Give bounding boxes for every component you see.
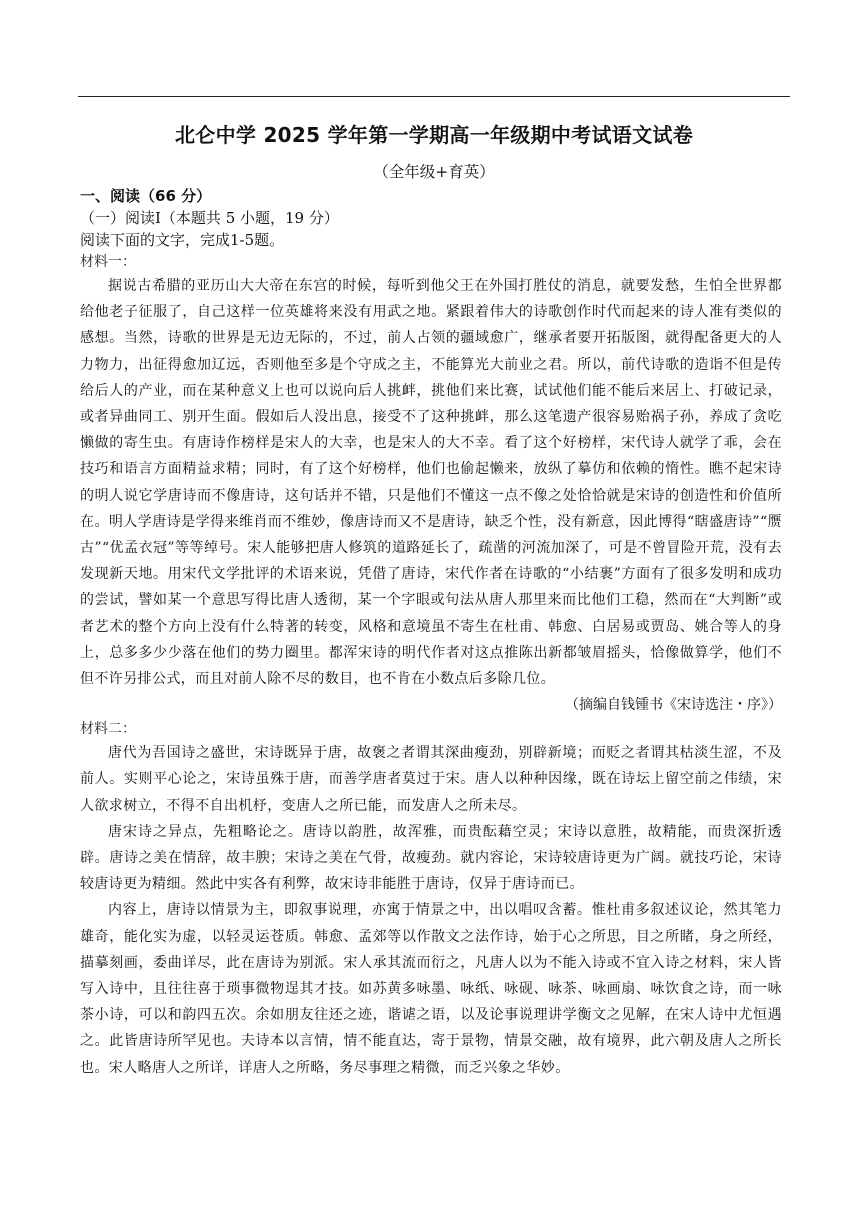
material-2-label: 材料二： [80, 721, 136, 738]
material-1-label: 材料一： [80, 254, 136, 270]
material-2-paragraph: 唐代为吾国诗之盛世，宋诗既异于唐，故褒之者谓其深曲瘦劲，别辟新境；而贬之者谓其枯淡生涩，不及前人。实则平心论之，宋诗虽殊于唐，而善学唐者莫过于宋。唐人以种种因缘，既在诗坛上留空前之伟绩，宋人欲求树立，不得不自出机杼，变唐人之所已能，而发唐人之所未尽。 [80, 745, 782, 814]
exam-title: 北仑中学 2025 学年第一学期高一年级期中考试语文试卷 [175, 123, 693, 147]
header-rule [78, 96, 790, 97]
material-1-source: （摘编自钱锺书《宋诗选注・序》） [565, 697, 782, 714]
reading-instruction: 阅读下面的文字，完成1-5题。 [80, 231, 285, 249]
material-1-paragraph: 据说古希腊的亚历山大大帝在东宫的时候，每听到他父王在外国打胜仗的消息，就要发愁，生怕全世界都给他老子征服了，自己这样一位英雄将来没有用武之地。紧跟着伟大的诗歌创作时代而起来的诗人准有类似的感想。当然，诗歌的世界是无边无际的，不过，前人占领的疆域愈广，继承者要开拓版图，就得配备更大的人力物力，出征得愈加辽远，否则他至多是个守成之主，不能算光大前业之君。所以，前代诗歌的造诣不但是传给后人的产业，而在某种意义上也可以说向后人挑衅，挑他们来比赛，试试他们能不能后来居上、打破记录，或者异曲同工、别开生面。假如后人没出息，接受不了这种挑衅，那么这笔遗产很容易贻祸子孙，养成了贪吃懒做的寄生虫。有唐诗作榜样是宋人的大幸，也是宋人的大不幸。看了这个好榜样，宋代诗人就学了乖，会在技巧和语言方面精益求精；同时，有了这个好榜样，他们也偷起懒来，放纵了摹仿和依赖的惰性。瞧不起宋诗的明人说它学唐诗而不像唐诗，这句话并不错，只是他们不懂这一点不像之处恰恰就是宋诗的创造性和价值所在。明人学唐诗是学得来维肖而不维妙，像唐诗而又不是唐诗，缺乏个性，没有新意，因此博得“瞎盛唐诗”“赝古”“优孟衣冠”等等绰号。宋人能够把唐人修筑的道路延长了，疏凿的河流加深了，可是不曾冒险开荒，没有去发现新天地。用宋代文学批评的术语来说，凭借了唐诗，宋代作者在诗歌的“小结裹”方面有了很多发明和成功的尝试，譬如某一个意思写得比唐人透彻，某一个字眼或句法从唐人那里来而比他们工稳，然而在“大判断”或者艺术的整个方向上没有什么特著的转变，风格和意境虽不寄生在杜甫、韩愈、白居易或贾岛、姚合等人的身上，总多多少少落在他们的势力圈里。都浑宋诗的明代作者对这点推陈出新都皱眉摇头，恰像做算学，他们不但不许另排公式，而且对前人除不尽的数目，也不肯在小数点后多除几位。 [80, 278, 782, 688]
exam-subtitle: （全年级+育英） [373, 163, 495, 181]
exam-content [80, 185, 782, 1081]
material-2-paragraph: 唐宋诗之异点，先粗略论之。唐诗以韵胜，故浑雅，而贵酝藉空灵；宋诗以意胜，故精能，而贵深折透辟。唐诗之美在情辞，故丰腴；宋诗之美在气骨，故瘦劲。就内容论，宋诗较唐诗更为广阔。就技巧论，宋诗较唐诗更为精细。然此中实各有利弊，故宋诗非能胜于唐诗，仅异于唐诗而已。 [80, 823, 782, 893]
subsection-title: （一）阅读Ⅰ（本题共 5 小题，19 分） [80, 209, 339, 227]
section-title: 一、阅读（66 分） [80, 187, 212, 205]
material-2-paragraph: 内容上，唐诗以情景为主，即叙事说理，亦寓于情景之中，出以唱叹含蓄。惟杜甫多叙述议论，然其笔力雄奇，能化实为虚，以轻灵运苍质。韩愈、孟郊等以作散文之法作诗，始于心之所思，目之所睹，身之所经，描摹刻画，委曲详尽，此在唐诗为别派。宋人承其流而衍之，凡唐人以为不能入诗或不宜入诗之材料，宋人皆写入诗中，且往往喜于琐事微物逞其才技。如苏黄多咏墨、咏纸、咏砚、咏茶、咏画扇、咏饮食之诗，而一咏茶小诗，可以和韵四五次。余如朋友往还之迹，谐谑之语，以及论事说理讲学衡文之见解，在宋人诗中尤恒遇之。此皆唐诗所罕见也。夫诗本以言情，情不能直达，寄于景物，情景交融，故有境界，此六朝及唐人之所长也。宋人略唐人之所详，详唐人之所略，务尽事理之精微，而乏兴象之华妙。 [80, 902, 782, 1076]
